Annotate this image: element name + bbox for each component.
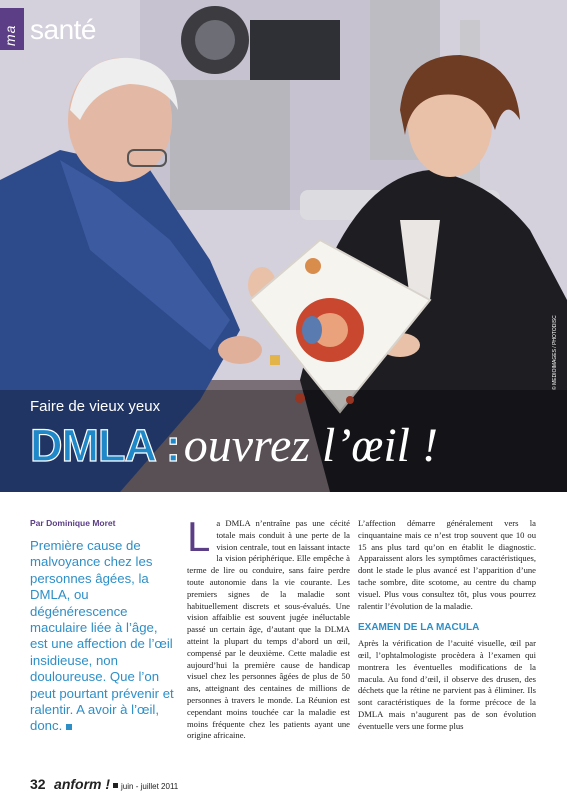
page-footer: [30, 776, 178, 794]
column2-paragraph: [187, 513, 350, 742]
intro-text: Première cause de malvoyance chez les personnes âgées, la DMLA, ou dégénérescence maculaire liée à l’âge, est une affection de l’œil insidieuse, non douloureuse. Que l’on peut pourtant prévenir et ralentir. A avoir à l’œil, donc.: [30, 538, 174, 734]
body-column-2: [187, 513, 350, 742]
title-acronym: DMLA :: [30, 420, 180, 471]
page-number: 32: [30, 776, 46, 792]
article-title: [30, 418, 438, 478]
title-rest: ouvrez l’œil !: [183, 419, 438, 472]
rubric-section: santé: [30, 14, 96, 45]
intro-paragraph: [30, 538, 175, 735]
column2-text: a DMLA n’entraîne pas une cécité totale mais conduit à une perte de la vision centrale, tout en laissant intacte la vision périphérique. Elle empêche à terme de lire ou conduire, sans faire perdre toute autonomie dans la vie courante. Les premiers signes de la maladie sont habituellement discrets et sous-évalués. Une vision affaiblie est souvent jugée inéluctable passé un certain âge, d’autant que la DLMA atteint la plupart du temps d’abord un œil, compensé par le deuxième. Cette maladie est aujourd’hui la première cause de handicap visuel chez les personnes âgées de plus de 50 ans, atteignant des centaines de millions de personnes à travers le monde. La Réunion est cependant moins touchée car la maladie est moins fréquente chez les patients ayant une origine africaine.: [187, 518, 350, 741]
rubric-prefix: ma: [2, 24, 18, 46]
issue-date: juin - juillet 2011: [121, 782, 179, 791]
body-column-3: [358, 518, 536, 733]
magazine-name: anform !: [54, 776, 111, 792]
photo-credit: © MEDIOIMAGES / PHOTODISC: [552, 315, 558, 390]
byline: Par Dominique Moret: [30, 518, 116, 528]
subheading-examen: EXAMEN DE LA MACULA: [358, 622, 480, 634]
column3-paragraph-2: Après la vérification de l’acuité visuelle, œil par œil, l’ophtalmologiste procèdera à l’examen qui montrera les éventuelles modifications de la macula. Au fond d’œil, il observe des drusen, des déchets que la rétine ne parvient pas à éliminer. Ils sont caractéristiques de la forme précoce de la DMLA mais n’augurent pas de son évolution éventuelle vers une forme plus: [358, 638, 536, 731]
dropcap: L: [187, 513, 211, 560]
footer-square-icon: [113, 783, 118, 788]
article-kicker: Faire de vieux yeux: [30, 398, 161, 415]
column3-paragraph-1: L’affection démarre généralement vers la cinquantaine mais ce n’est trop souvent que 10 ou 15 ans plus tard qu’on en établit le diagnostic. Apparaissent alors les symptômes caractéristiques, dont le stade le plus avancé est l’apparition d’une tache sombre, dite scotome, au centre du champ visuel. Plus vous consultez tôt, plus vous pourrez ralentir l’évolution de la maladie.: [358, 518, 536, 611]
end-square-icon: [66, 724, 72, 730]
